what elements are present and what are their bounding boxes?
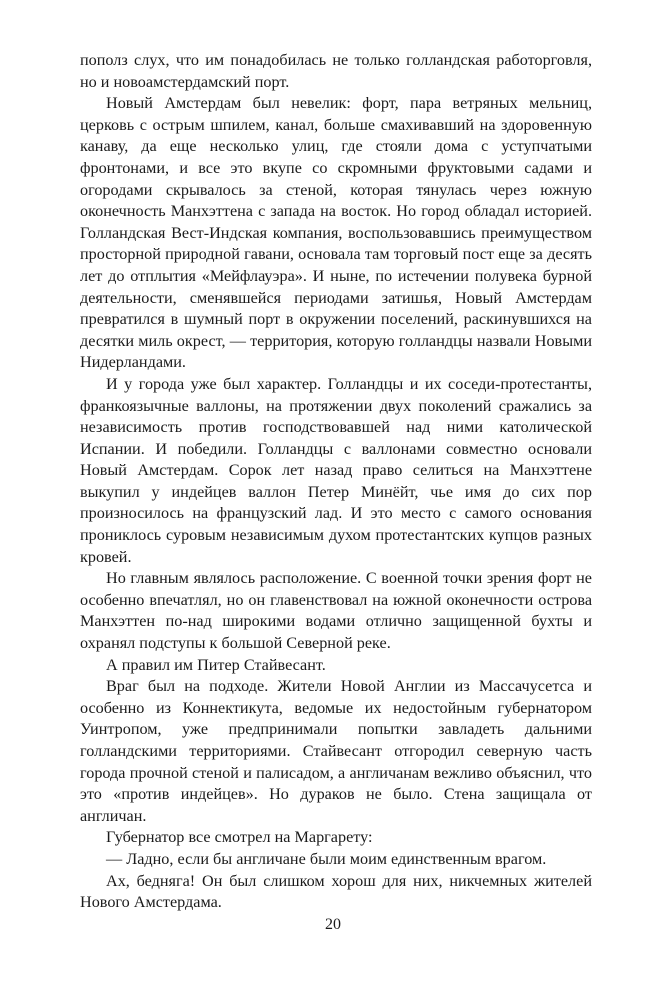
paragraph-7: Губернатор все смотрел на Маргарету: [106, 828, 373, 847]
paragraph-4: Но главным являлось расположение. С военной точки зрения форт не особенно впечатлял, но он главенствовал на южной оконечности острова Манхэттен по-над широкими водами отлично защищенной бухты и охранял подступы к большой Северной реке. [80, 569, 592, 653]
page-body [80, 50, 592, 914]
paragraph-9: Ах, бедняга! Он был слишком хорош для них, никчемных жителей Нового Амстердама. [80, 871, 592, 912]
paragraph-8: — Ладно, если бы англичане были моим единственным врагом. [106, 849, 547, 868]
paragraph-6: Враг был на подходе. Жители Новой Англии из Массачусетса и особенно из Коннектикута, ведомые их недостойным губернатором Уинтропом, уже предпринимали попытки завладеть дальними голландскими территориями. Стайвесант отгородил северную часть города прочной стеной и палисадом, а англичанам вежливо объяснил, что это «против индейцев». Но дураков не было. Стена защищала от англичан. [80, 677, 592, 825]
paragraph-2: Новый Амстердам был невелик: форт, пара ветряных мельниц, церковь с острым шпилем, канал, больше смахивавший на здоровенную канаву, да еще несколько улиц, где стояли дома с уступчатыми фронтонами, и все это вкупе со скромными фруктовыми садами и огородами скрывалось за стеной, которая тянулась через южную оконечность Манхэттена с запада на восток. Но город обладал историей. Голландская Вест-Индская компания, воспользовавшись преимуществом просторной природной гавани, основала там торговый пост еще за десять лет до отплытия «Мейфлауэра». И ныне, по истечении полувека бурной деятельности, сменявшейся периодами затишья, Новый Амстердам превратился в шумный порт в окружении поселений, раскинувшихся на десятки миль окрест, — территория, которую голландцы назвали Новыми Нидерландами. [80, 94, 592, 372]
page-number: 20 [325, 916, 341, 933]
paragraph-1: пополз слух, что им понадобилась не только голландская работорговля, но и новоамстердамский порт. [80, 51, 592, 91]
paragraph-3: И у города уже был характер. Голландцы и их соседи-протестанты, франкоязычные валлоны, на протяжении двух поколений сражались за независимость против господствовавшей над ними католической Испании. И победили. Голландцы с валлонами совместно основали Новый Амстердам. Сорок лет назад право селиться на Манхэттене выкупил у индейцев валлон Петер Минёйт, чье имя до сих пор произносилось на французский лад. И это место с самого основания прониклось суровым независимым духом протестантских купцов разных кровей. [80, 374, 592, 566]
paragraph-5: А правил им Питер Стайвесант. [106, 655, 326, 674]
